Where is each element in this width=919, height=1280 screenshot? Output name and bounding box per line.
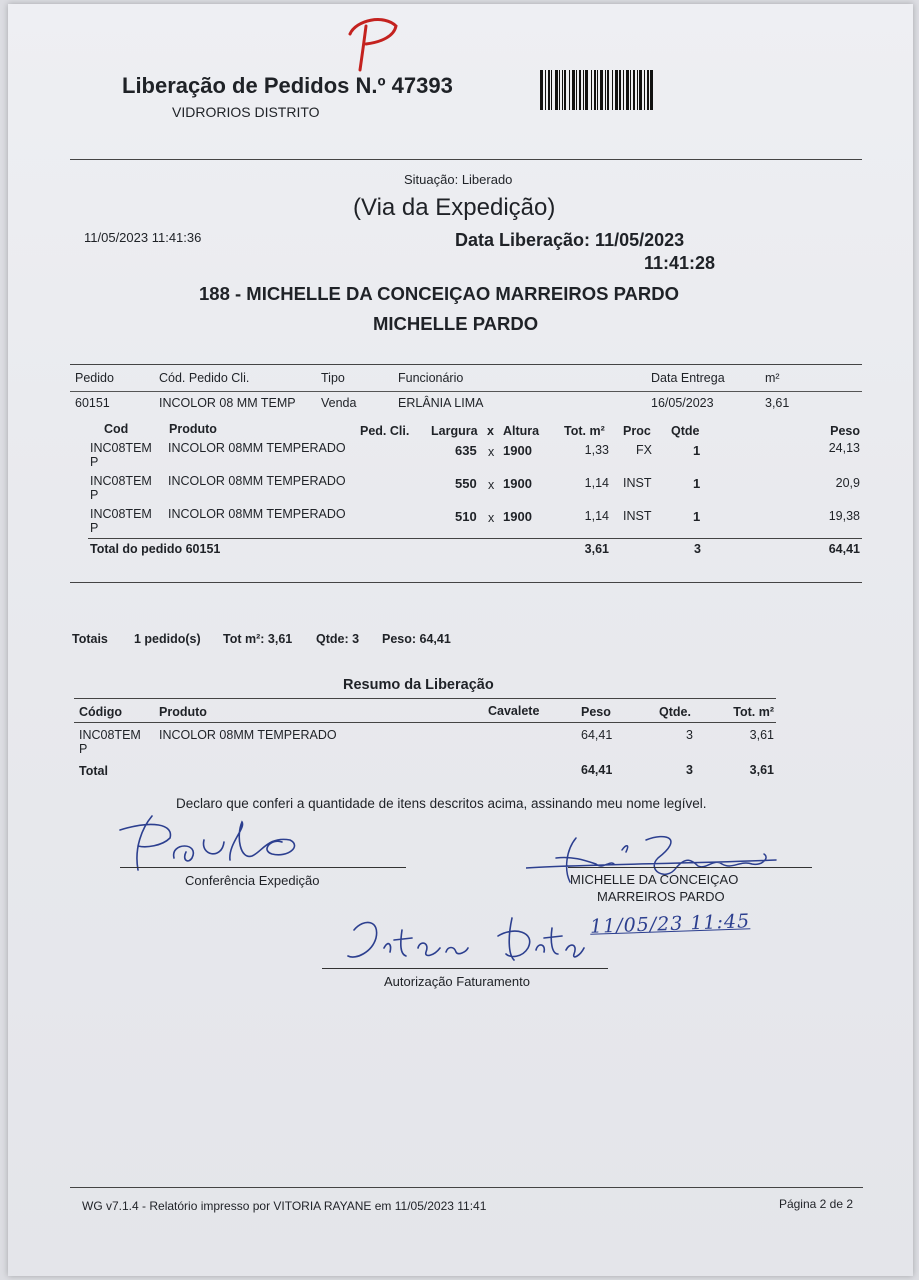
order-m2: 3,61 [765, 396, 790, 410]
items-col-qtde: Qtde [671, 424, 700, 438]
totais-peso: Peso: 64,41 [382, 632, 451, 646]
item-x: x [488, 445, 495, 459]
item-largura: 550 [455, 476, 477, 491]
signature-line-conferencia [120, 867, 406, 868]
totais-m2: Tot m²: 3,61 [223, 632, 293, 646]
signature-client-line1: MICHELLE DA CONCEIÇAO [570, 872, 739, 887]
resumo-col-codigo: Código [79, 705, 123, 719]
items-col-cod: Cod [104, 422, 129, 436]
item-peso: 24,13 [828, 441, 860, 455]
resumo-total-peso: 64,41 [581, 763, 613, 777]
order-table-top-rule [70, 364, 862, 365]
signature-line-client [568, 867, 812, 868]
item-tot-m2: 1,14 [584, 509, 609, 523]
items-col-ped-cli: Ped. Cli. [360, 424, 410, 438]
resumo-col-produto: Produto [159, 705, 207, 719]
signature-client-line2: MARREIROS PARDO [597, 889, 725, 904]
data-liberacao-time: 11:41:28 [644, 253, 716, 273]
item-peso: 20,9 [835, 476, 860, 490]
data-liberacao: Data Liberação: 11/05/2023 [455, 230, 685, 250]
company-name: VIDRORIOS DISTRITO [172, 104, 320, 120]
order-total-peso: 64,41 [828, 542, 860, 556]
item-tot-m2: 1,14 [584, 476, 609, 490]
resumo-title: Resumo da Liberação [343, 677, 494, 693]
item-cod-cont: P [90, 521, 99, 535]
item-cod: INC08TEM [90, 474, 152, 488]
item-produto: INCOLOR 08MM TEMPERADO [168, 507, 346, 521]
order-table-bottom-rule [70, 582, 862, 583]
order-funcionario: ERLÂNIA LIMA [398, 396, 484, 410]
items-col-tot-m2: Tot. m² [564, 424, 605, 438]
resumo-header-rule [74, 722, 776, 723]
item-qtde: 1 [693, 443, 701, 458]
footer-rule [70, 1187, 863, 1188]
totais-qtde: Qtde: 3 [316, 632, 360, 646]
resumo-cod-cont: P [79, 742, 88, 756]
item-x: x [488, 511, 495, 525]
item-proc: INST [623, 509, 652, 523]
resumo-produto: INCOLOR 08MM TEMPERADO [159, 728, 337, 742]
order-cod-cli: INCOLOR 08 MM TEMP [159, 396, 296, 410]
item-peso: 19,38 [828, 509, 860, 523]
resumo-col-peso: Peso [581, 705, 611, 719]
totais-label: Totais [72, 632, 108, 646]
items-col-largura: Largura [431, 424, 478, 438]
item-largura: 510 [455, 509, 477, 524]
items-col-peso: Peso [830, 424, 860, 438]
resumo-col-qtde: Qtde. [659, 705, 691, 719]
client-name: 188 - MICHELLE DA CONCEIÇAO MARREIROS PARDO [199, 283, 680, 304]
order-tipo: Venda [321, 396, 357, 410]
handwritten-date: 11/05/23 11:45 [589, 910, 751, 938]
resumo-cod: INC08TEM [79, 728, 141, 742]
order-header-rule [70, 391, 862, 392]
item-qtde: 1 [693, 476, 701, 491]
order-total-qtde: 3 [694, 542, 701, 556]
resumo-col-tot-m2: Tot. m² [733, 705, 774, 719]
handwritten-signature-conferencia [112, 812, 312, 874]
document-title: Liberação de Pedidos N.º 47393 [122, 73, 453, 98]
col-data-entrega: Data Entrega [651, 371, 725, 385]
order-pedido: 60151 [75, 396, 110, 410]
col-m2: m² [765, 371, 780, 385]
items-col-x: x [487, 424, 494, 438]
item-proc: INST [623, 476, 652, 490]
resumo-tot-m2: 3,61 [749, 728, 774, 742]
item-produto: INCOLOR 08MM TEMPERADO [168, 441, 346, 455]
order-data-entrega: 16/05/2023 [651, 396, 714, 410]
order-total-m2: 3,61 [584, 542, 609, 556]
resumo-top-rule [74, 698, 776, 699]
order-total-label: Total do pedido 60151 [90, 542, 221, 556]
col-funcionario: Funcionário [398, 371, 464, 385]
situacao-label: Situação: Liberado [404, 172, 513, 187]
col-pedido: Pedido [75, 371, 114, 385]
item-produto: INCOLOR 08MM TEMPERADO [168, 474, 346, 488]
item-altura: 1900 [503, 443, 532, 458]
item-largura: 635 [455, 443, 477, 458]
via-label: (Via da Expedição) [353, 194, 556, 221]
footer-page-number: Página 2 de 2 [778, 1197, 853, 1211]
header-divider [70, 159, 862, 160]
item-cod: INC08TEM [90, 507, 152, 521]
client-short-name: MICHELLE PARDO [373, 313, 539, 334]
item-cod: INC08TEM [90, 441, 152, 455]
resumo-total-qtde: 3 [686, 763, 693, 777]
item-proc: FX [636, 443, 652, 457]
printed-timestamp: 11/05/2023 11:41:36 [84, 230, 202, 245]
resumo-peso: 64,41 [581, 728, 613, 742]
item-altura: 1900 [503, 509, 532, 524]
resumo-total-label: Total [79, 764, 108, 778]
declaration-text: Declaro que conferi a quantidade de itens descritos acima, assinando meu nome legível. [176, 796, 707, 811]
red-p-mark-icon [344, 12, 404, 72]
footer-report-info: WG v7.1.4 - Relatório impresso por VITORIA RAYANE em 11/05/2023 11:41 [82, 1199, 487, 1213]
signature-line-autorizacao [322, 968, 608, 969]
handwritten-signature-autorizacao [340, 908, 590, 970]
items-col-altura: Altura [503, 424, 540, 438]
resumo-qtde: 3 [686, 728, 693, 742]
col-cod-pedido-cli: Cód. Pedido Cli. [159, 371, 250, 385]
barcode-icon [540, 70, 682, 110]
totais-pedidos: 1 pedido(s) [134, 632, 201, 646]
item-cod-cont: P [90, 488, 99, 502]
signature-label-conferencia: Conferência Expedição [185, 873, 320, 888]
signature-label-autorizacao: Autorização Faturamento [384, 974, 530, 989]
resumo-col-cavalete: Cavalete [488, 704, 540, 718]
item-qtde: 1 [693, 509, 701, 524]
item-cod-cont: P [90, 455, 99, 469]
item-altura: 1900 [503, 476, 532, 491]
items-total-rule [88, 538, 862, 539]
col-tipo: Tipo [321, 371, 345, 385]
items-col-proc: Proc [623, 424, 651, 438]
item-x: x [488, 478, 495, 492]
item-tot-m2: 1,33 [584, 443, 609, 457]
resumo-total-tot-m2: 3,61 [749, 763, 774, 777]
items-col-produto: Produto [169, 422, 217, 436]
